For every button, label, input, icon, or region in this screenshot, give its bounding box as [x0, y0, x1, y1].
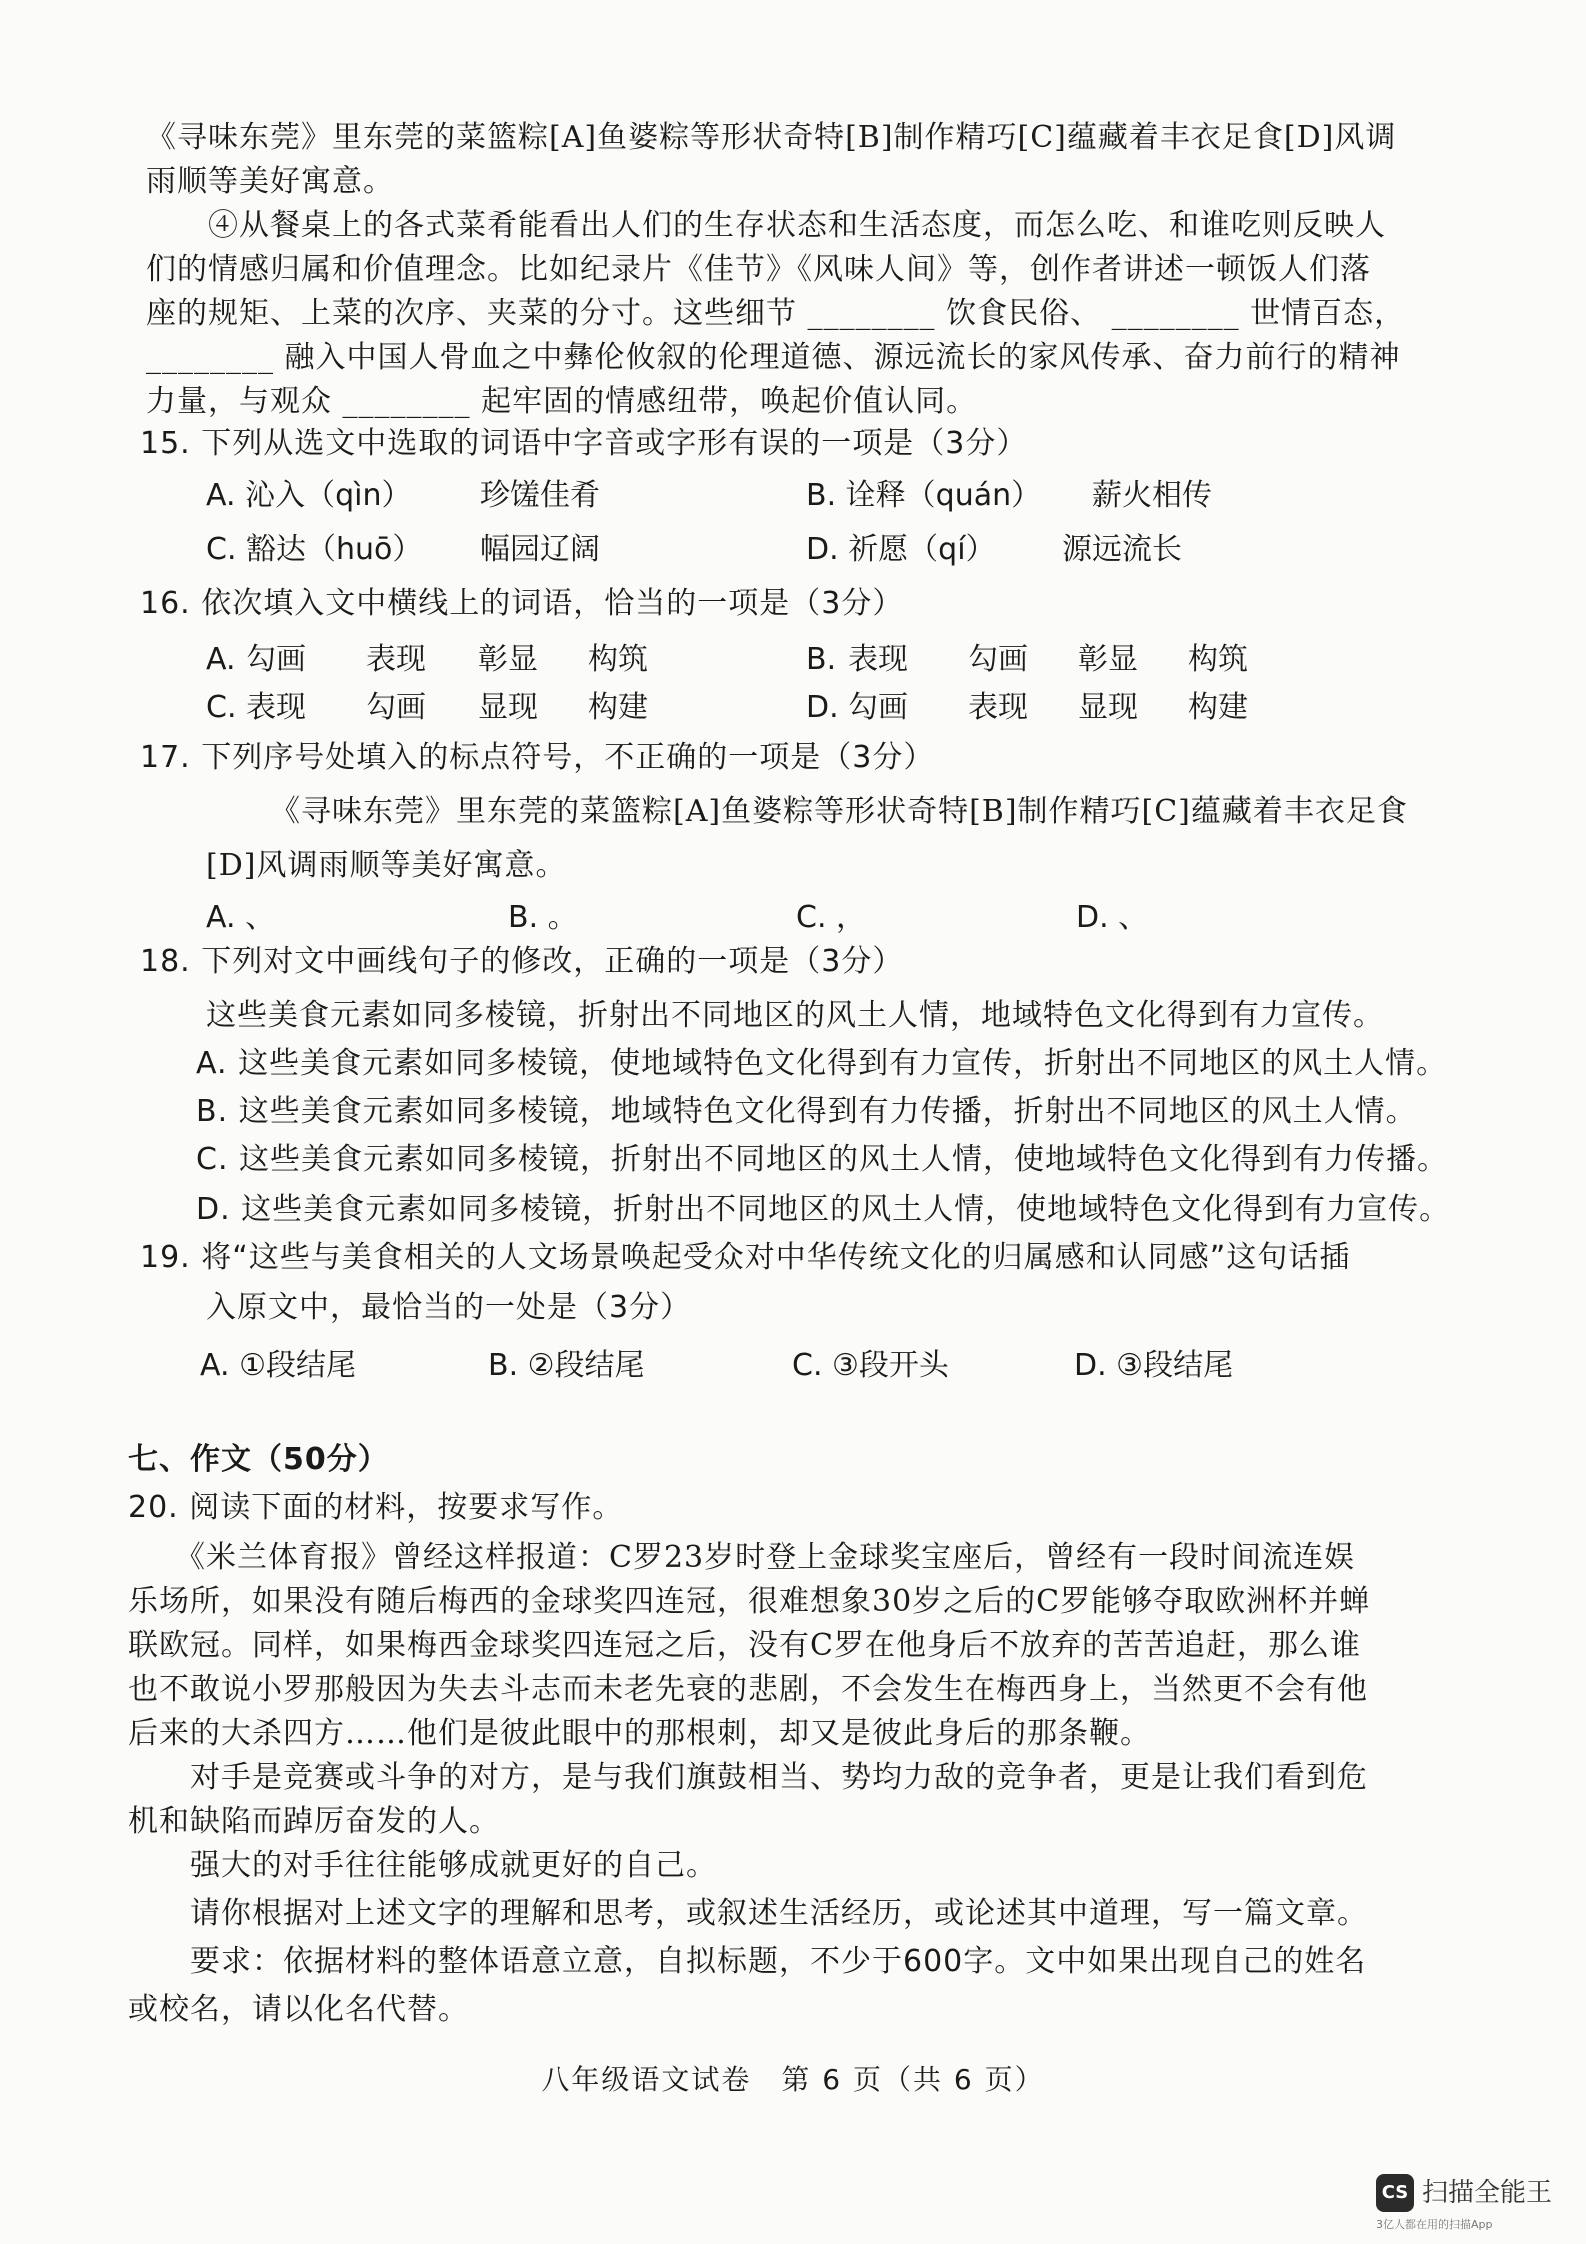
material-line: 强大的对手往往能够成就更好的自己。 — [128, 1848, 717, 1883]
q16-option-label: B. — [806, 642, 837, 677]
watermark-name: 扫描全能王 — [1422, 2178, 1553, 2208]
material-line: 乐场所，如果没有随后梅西的金球奖四连冠，很难想象30岁之后的C罗能够夺取欧洲杯并蝉 — [128, 1584, 1371, 1619]
q18-option-d: D. 这些美食元素如同多棱镜，折射出不同地区的风土人情，使地域特色文化得到有力宣传。 — [196, 1192, 1451, 1227]
q15-option-c: C. 豁达（huō） — [206, 532, 423, 567]
material-line: 后来的大杀四方……他们是彼此眼中的那根刺，却又是彼此身后的那条鞭。 — [128, 1716, 1151, 1751]
q19-option-b: B. ②段结尾 — [488, 1348, 645, 1383]
q19-option-d: D. ③段结尾 — [1074, 1348, 1234, 1383]
q17-option-c: C. ， — [796, 900, 867, 935]
q15-option-a-extra: 珍馐佳肴 — [480, 478, 600, 513]
question-15-options-row1 — [0, 476, 1586, 516]
q16-word: 勾画 — [848, 690, 908, 725]
q16-option-label: A. — [206, 642, 236, 677]
q16-word: 表现 — [366, 642, 426, 677]
q19-option-c: C. ③段开头 — [792, 1348, 949, 1383]
q16-word: 显现 — [1078, 690, 1138, 725]
question-17-stem: 17. 下列序号处填入的标点符号，不正确的一项是（3分） — [140, 740, 935, 775]
q16-word: 构建 — [1188, 690, 1248, 725]
question-19-stem-cont: 入原文中，最恰当的一处是（3分） — [206, 1290, 692, 1325]
q17-option-a: A. 、 — [206, 900, 276, 935]
q18-option-a: A. 这些美食元素如同多棱镜，使地域特色文化得到有力宣传，折射出不同地区的风土人情。 — [196, 1046, 1448, 1081]
material-line: 对手是竞赛或斗争的对方，是与我们旗鼓相当、势均力敌的竞争者，更是让我们看到危 — [128, 1760, 1368, 1795]
q16-word: 勾画 — [246, 642, 306, 677]
question-20-stem: 20. 阅读下面的材料，按要求写作。 — [128, 1490, 624, 1525]
q15-option-b-extra: 薪火相传 — [1092, 478, 1212, 513]
question-15-options-row2 — [0, 530, 1586, 570]
q16-word: 彰显 — [478, 642, 538, 677]
question-18-original: 这些美食元素如同多棱镜，折射出不同地区的风土人情，地域特色文化得到有力宣传。 — [206, 998, 1384, 1033]
material-line: 联欧冠。同样，如果梅西金球奖四连冠之后，没有C罗在他身后不放弃的苦苦追赶，那么谁 — [128, 1628, 1361, 1663]
q17-option-b: B. 。 — [508, 900, 578, 935]
q19-option-a: A. ①段结尾 — [200, 1348, 356, 1383]
question-17-options — [0, 898, 1586, 938]
q16-word: 表现 — [968, 690, 1028, 725]
q16-word: 表现 — [848, 642, 908, 677]
question-16-options-row1 — [0, 640, 1586, 680]
question-16-stem: 16. 依次填入文中横线上的词语，恰当的一项是（3分） — [140, 586, 904, 621]
q15-option-d: D. 祈愿（qí） — [806, 532, 996, 567]
q18-option-c: C. 这些美食元素如同多棱镜，折射出不同地区的风土人情，使地域特色文化得到有力传播。 — [196, 1142, 1449, 1177]
passage-line: 《寻味东莞》里东莞的菜篮粽[A]鱼婆粽等形状奇特[B]制作精巧[C]蕴藏着丰衣足食[D]风调 — [146, 120, 1397, 155]
question-15-stem: 15. 下列从选文中选取的词语中字音或字形有误的一项是（3分） — [140, 426, 1028, 461]
page-footer: 八年级语文试卷 第 6 页（共 6 页） — [541, 2063, 1045, 2096]
question-18-stem: 18. 下列对文中画线句子的修改，正确的一项是（3分） — [140, 944, 904, 979]
section-heading: 七、作文（50分） — [128, 1442, 389, 1477]
q16-word: 构筑 — [588, 642, 648, 677]
q16-word: 构建 — [588, 690, 648, 725]
passage-line: ④从餐桌上的各式菜肴能看出人们的生存状态和生活态度，而怎么吃、和谁吃则反映人 — [146, 208, 1386, 243]
instruction-line: 或校名，请以化名代替。 — [128, 1992, 469, 2027]
instruction-line: 要求：依据材料的整体语意立意，自拟标题，不少于600字。文中如果出现自己的姓名 — [128, 1944, 1367, 1979]
q16-word: 表现 — [246, 690, 306, 725]
passage-line: 们的情感归属和价值理念。比如纪录片《佳节》《风味人间》等，创作者讲述一顿饭人们落 — [146, 252, 1371, 287]
q15-option-d-extra: 源远流长 — [1062, 532, 1182, 567]
q16-word: 彰显 — [1078, 642, 1138, 677]
material-line: 也不敢说小罗那般因为失去斗志而未老先衰的悲剧，不会发生在梅西身上，当然更不会有他 — [128, 1672, 1368, 1707]
instruction-line: 请你根据对上述文字的理解和思考，或叙述生活经历，或论述其中道理，写一篇文章。 — [128, 1896, 1368, 1931]
q16-option-label: C. — [206, 690, 237, 725]
camscanner-logo-icon: CS — [1376, 2174, 1414, 2212]
passage-line: 雨顺等美好寓意。 — [146, 164, 394, 199]
question-16-options-row2 — [0, 688, 1586, 728]
q17-option-d: D. 、 — [1076, 900, 1149, 935]
material-line: 《米兰体育报》曾经这样报道：C罗23岁时登上金球奖宝座后，曾经有一段时间流连娱 — [128, 1540, 1356, 1575]
q16-word: 勾画 — [968, 642, 1028, 677]
question-17-quote: [D]风调雨顺等美好寓意。 — [206, 848, 567, 883]
watermark-subtitle: 3亿人都在用的扫描App — [1376, 2218, 1493, 2231]
passage-line: ________ 融入中国人骨血之中彝伦攸叙的伦理道德、源远流长的家风传承、奋力前行的精神 — [146, 340, 1401, 375]
question-19-stem: 19. 将“这些与美食相关的人文场景唤起受众对中华传统文化的归属感和认同感”这句话插 — [140, 1240, 1351, 1275]
material-line: 机和缺陷而踔厉奋发的人。 — [128, 1804, 500, 1839]
q15-option-c-extra: 幅园辽阔 — [480, 532, 600, 567]
passage-line: 力量，与观众 ________ 起牢固的情感纽带，唤起价值认同。 — [146, 384, 978, 419]
q18-option-b: B. 这些美食元素如同多棱镜，地域特色文化得到有力传播，折射出不同地区的风土人情。 — [196, 1094, 1417, 1129]
q16-option-label: D. — [806, 690, 839, 725]
q16-word: 构筑 — [1188, 642, 1248, 677]
q16-word: 勾画 — [366, 690, 426, 725]
question-19-options — [0, 1346, 1586, 1386]
q15-option-a: A. 沁入（qìn） — [206, 478, 412, 513]
q15-option-b: B. 诠释（quán） — [806, 478, 1042, 513]
passage-line: 座的规矩、上菜的次序、夹菜的分寸。这些细节 ________ 饮食民俗、 ________ 世情百态， — [146, 296, 1406, 331]
question-17-quote: 《寻味东莞》里东莞的菜篮粽[A]鱼婆粽等形状奇特[B]制作精巧[C]蕴藏着丰衣足食 — [270, 794, 1408, 829]
q16-word: 显现 — [478, 690, 538, 725]
scanner-watermark — [1376, 2168, 1576, 2234]
